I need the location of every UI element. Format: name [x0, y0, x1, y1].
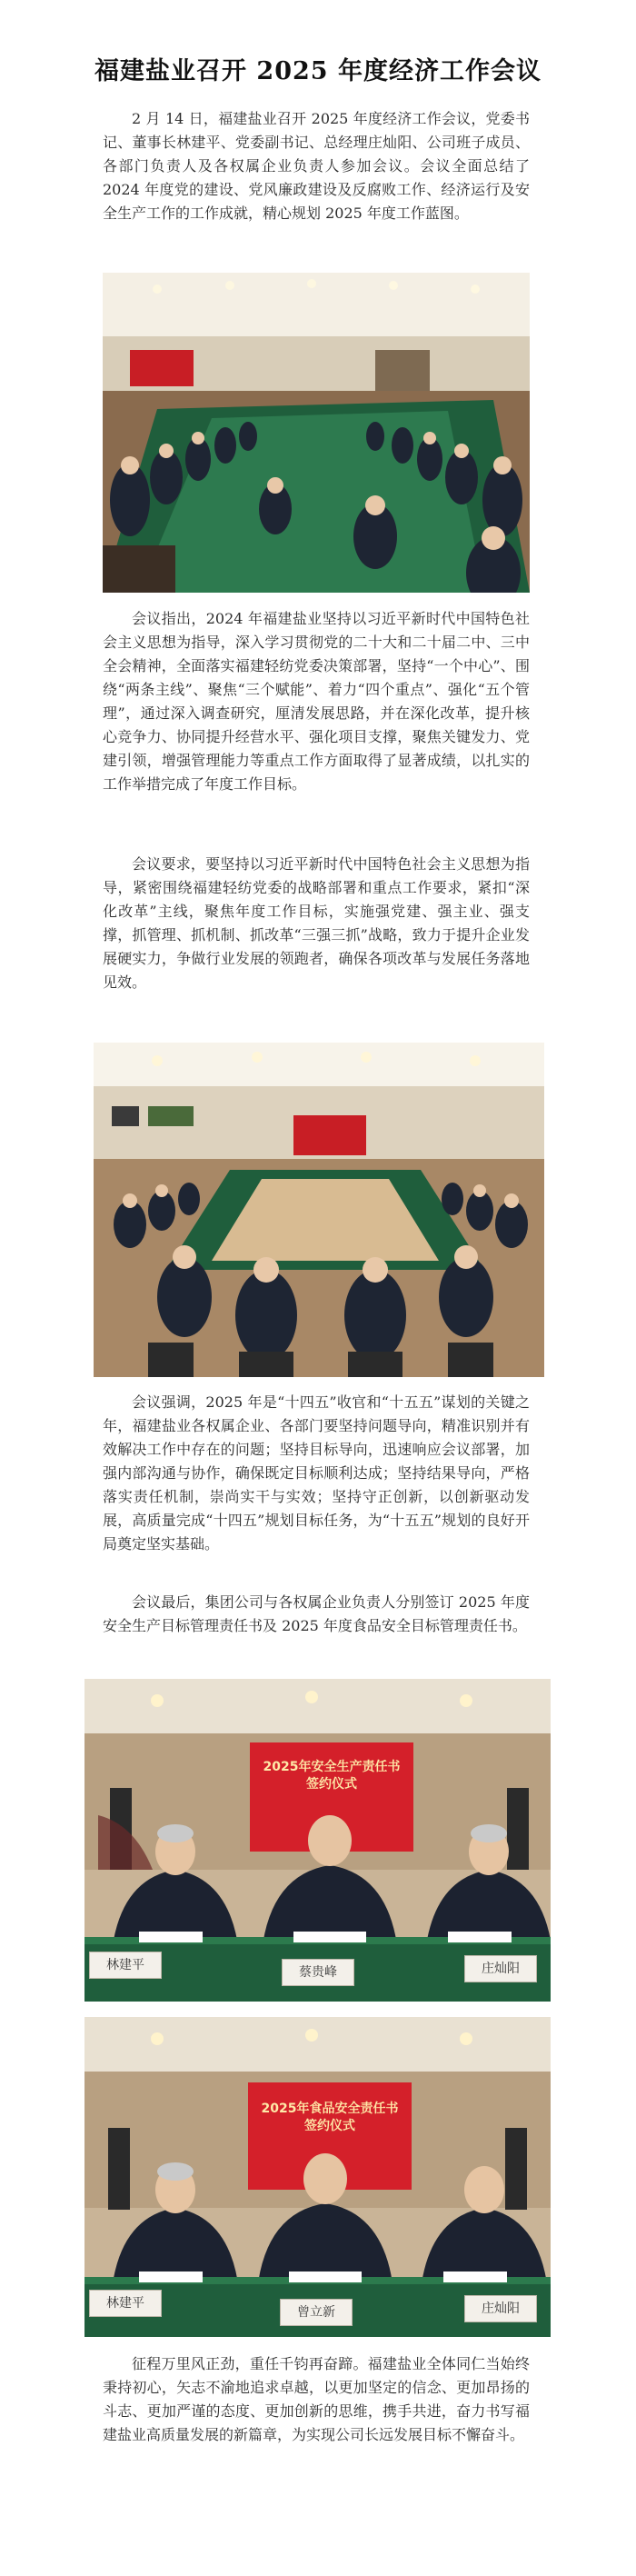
nameplate-left: 林建平 — [89, 2290, 162, 2317]
signing-banner-safety — [250, 1759, 413, 1793]
signing-photo-safety — [84, 1679, 551, 2002]
nameplate-right: 庄灿阳 — [464, 1955, 537, 1982]
meeting-photo-2 — [94, 1043, 544, 1377]
paragraph-summary: 会议指出，2024 年福建盐业坚持以习近平新时代中国特色社会主义思想为指导，深入学习贯彻党的二十大和二十届二中、三中全会精神，全面落实福建轻纺党委决策部署，坚持“一个中心”、围绕“两条主线”、聚焦“三个赋能”、着力“四个重点”、强化“五个管理”，通过深入调查研究，厘清发展思路，并在深化改革，提升核心竞争力、协同提升经营水平、强化项目支撑，聚焦关键发力、党建引领，增强管理能力等重点工作方面取得了显著成绩，以扎实的工作举措完成了年度工作目标。 — [103, 610, 530, 793]
paragraph-requirements: 会议要求，要坚持以习近平新时代中国特色社会主义思想为指导，紧密围绕福建轻纺党委的战略部署和重点工作要求，紧扣“深化改革”主线，聚焦年度工作目标，实施强党建、强主业、强支撑，抓管理、抓机制、抓改革“三强三抓”战略，致力于提升企业发展硬实力，争做行业发展的领跑者，确保各项改革与发展任务落地见效。 — [103, 855, 530, 991]
paragraph-closing: 征程万里风正劲，重任千钧再奋蹄。福建盐业全体同仁当始终秉持初心，矢志不渝地追求卓越，以更加坚定的信念、更加昂扬的斗志、更加严谨的态度、更加创新的思维，携手共进，奋力书写福建盐业高质量发展的新篇章，为实现公司长远发展目标不懈奋斗。 — [103, 2355, 530, 2443]
banner-line-1: 2025年食品安全责任书 — [261, 2102, 399, 2116]
nameplate-right: 庄灿阳 — [464, 2295, 537, 2322]
nameplate-left: 林建平 — [89, 1952, 162, 1979]
signing-banner-food-safety — [248, 2101, 412, 2135]
article-title: 福建盐业召开 2025 年度经济工作会议 — [94, 57, 542, 85]
banner-line-2: 签约仪式 — [304, 2118, 355, 2133]
paragraph-signing: 会议最后，集团公司与各权属企业负责人分别签订 2025 年度安全生产目标管理责任书及 2025 年度食品安全目标管理责任书。 — [103, 1593, 530, 1634]
banner-line-2: 签约仪式 — [306, 1776, 357, 1792]
meeting-photo-1 — [103, 273, 530, 593]
nameplate-center: 曾立新 — [280, 2299, 353, 2326]
paragraph-emphasis: 会议强调，2025 年是“十四五”收官和“十五五”谋划的关键之年，福建盐业各权属企业、各部门要坚持问题导向，精准识别并有效解决工作中存在的问题；坚持目标导向，迅速响应会议部署，加强内部沟通与协作，确保既定目标顺利达成；坚持结果导向，严格落实责任机制，崇尚实干与实效；坚持守正创新，以创新驱动发展，高质量完成“十四五”规划目标任务，为“十五五”规划的良好开局奠定坚实基础。 — [103, 1393, 530, 1553]
banner-line-1: 2025年安全生产责任书 — [263, 1760, 401, 1774]
paragraph-intro: 2 月 14 日，福建盐业召开 2025 年度经济工作会议，党委书记、董事长林建平、党委副书记、总经理庄灿阳、公司班子成员、各部门负责人及各权属企业负责人参加会议。会议全面总结了 2024 年度党的建设、党风廉政建设及反腐败工作、经济运行及安全生产工作的工作成就，精心规划 2025 年度工作蓝图。 — [103, 110, 530, 222]
nameplate-center: 蔡贵峰 — [282, 1959, 354, 1986]
signing-photo-food-safety — [84, 2017, 551, 2337]
